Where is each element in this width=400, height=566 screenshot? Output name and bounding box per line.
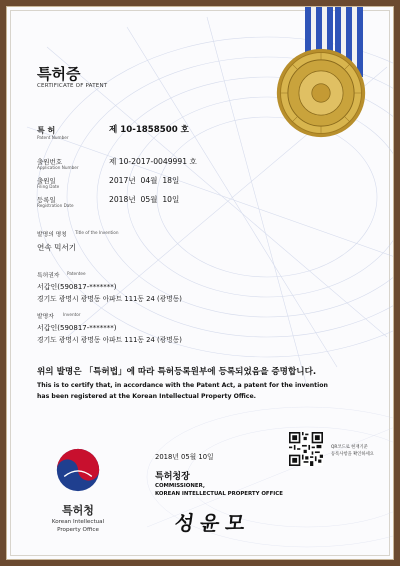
application-number-label: 출원번호: [37, 158, 63, 166]
invention-title-value: 연속 믹서기: [37, 243, 77, 252]
certificate-title: 특허증: [37, 65, 81, 83]
commissioner-title-en-line1: COMMISSIONER,: [155, 483, 205, 489]
office-name-en-line1: Korean Intellectual: [51, 519, 105, 525]
patentee-label-en: Patentee: [67, 271, 86, 276]
qr-code-icon: [289, 432, 323, 466]
filing-date-value: 2017년 04월 18일: [109, 176, 180, 185]
inventor-name: 서갑인(590817-*******): [37, 324, 117, 332]
filing-date-label: 출원일: [37, 177, 56, 185]
commissioner-title-ko: 특허청장: [155, 472, 190, 482]
kipo-logo-icon: [55, 447, 101, 493]
inventor-label: 발명자: [37, 314, 54, 320]
certificate-title-en: CERTIFICATE OF PATENT: [37, 83, 108, 89]
commissioner-title-en-line2: KOREAN INTELLECTUAL PROPERTY OFFICE: [155, 491, 283, 497]
gold-seal-icon: [275, 47, 367, 139]
certification-statement-en-line2: has been registered at the Korean Intellectual Property Office.: [37, 393, 257, 400]
qr-note-line2: 등록사항을 확인하세요: [331, 452, 374, 457]
certification-statement-en-line1: This is to certify that, in accordance with the Patent Act, a patent for the invention: [37, 382, 328, 389]
certification-statement-ko: 위의 발명은 「특허법」에 따라 특허등록원부에 등록되었음을 증명합니다.: [37, 367, 317, 377]
office-name-ko: 특허청: [62, 504, 94, 517]
patentee-name: 서갑인(590817-*******): [37, 283, 117, 291]
registration-date-value: 2018년 05월 10일: [109, 195, 180, 204]
invention-label-en: Title of the Invention: [75, 230, 119, 235]
registration-date-label: 등록일: [37, 196, 56, 204]
issue-date: 2018년 05월 10일: [155, 453, 214, 461]
inventor-label-en: Inventor: [63, 312, 81, 317]
application-number-label-en: Application Number: [37, 165, 79, 170]
patent-number-label-en: Patent Number: [37, 135, 69, 140]
patent-number-label: 특 허: [37, 126, 56, 135]
qr-note-line1: QR코드로 현재기준: [331, 445, 368, 450]
application-number-value: 제 10-2017-0049991 호: [109, 157, 197, 166]
inventor-address: 경기도 광명시 광명동 아파트 111동 24 (광명동): [37, 336, 182, 344]
patentee-label: 특허권자: [37, 273, 60, 279]
office-name-en-line2: Property Office: [57, 527, 99, 533]
patentee-address: 경기도 광명시 광명동 아파트 111동 24 (광명동): [37, 295, 182, 303]
registration-date-label-en: Registration Date: [37, 203, 74, 208]
invention-label: 발명의 명칭: [37, 232, 67, 238]
filing-date-label-en: Filing Date: [37, 184, 60, 189]
certificate-paper: [6, 6, 394, 560]
patent-number-value: 제 10-1858500 호: [109, 125, 189, 135]
commissioner-signature: 성윤모: [173, 511, 253, 535]
